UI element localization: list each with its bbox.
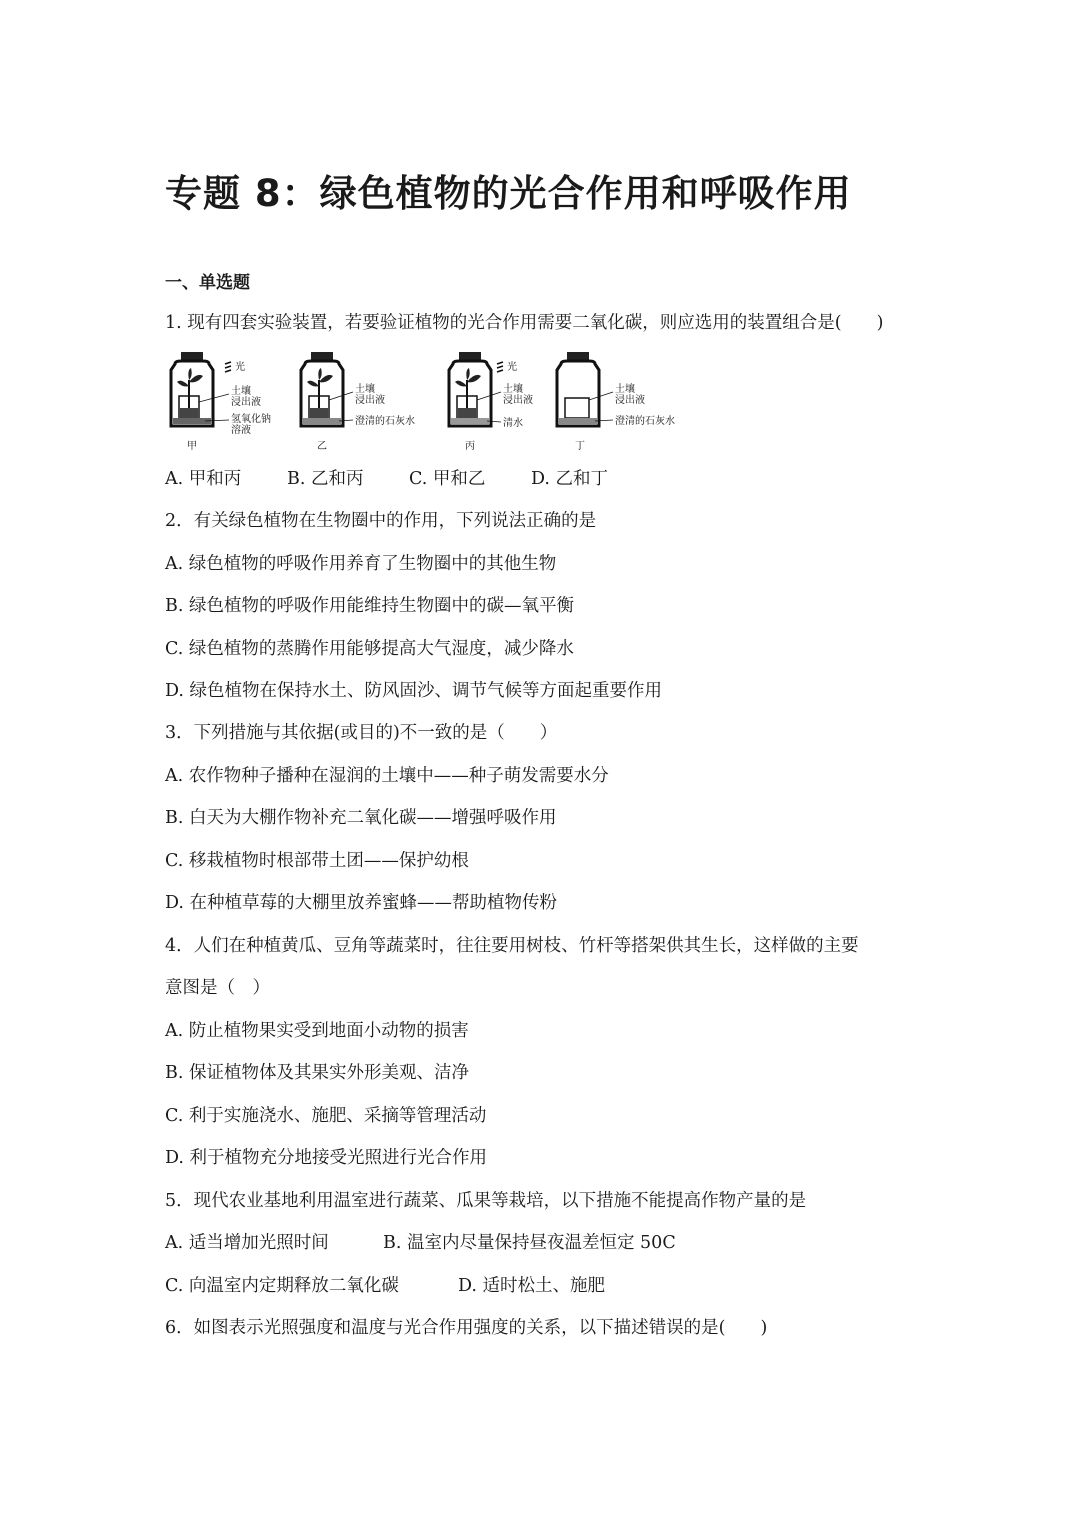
svg-text:溶液: 溶液	[231, 425, 251, 436]
q3-option-c[interactable]: C. 移栽植物时根部带土团——保护幼根	[165, 851, 469, 871]
jar-ding	[557, 352, 675, 452]
experiment-apparatus-figure	[165, 350, 705, 455]
page-title: 专题 8：绿色植物的光合作用和呼吸作用	[165, 172, 852, 215]
q4-option-c[interactable]: C. 利于实施浇水、施肥、采摘等管理活动	[165, 1106, 487, 1126]
limewater-label-ding: 澄清的石灰水	[615, 416, 675, 427]
jar-jia	[171, 352, 271, 452]
q3-option-b[interactable]: B. 白天为大棚作物补充二氧化碳——增强呼吸作用	[165, 808, 557, 828]
light-label: 光	[235, 362, 245, 373]
q5-option-d[interactable]: D. 适时松土、施肥	[458, 1276, 606, 1296]
q4-option-b[interactable]: B. 保证植物体及其果实外形美观、洁净	[165, 1063, 469, 1083]
svg-text:浸出液: 浸出液	[355, 395, 385, 406]
apparatus-diagram	[165, 350, 705, 455]
label-yi: 乙	[317, 441, 327, 452]
q2-option-d[interactable]: D. 绿色植物在保持水土、防风固沙、调节气候等方面起重要作用	[165, 681, 663, 701]
soil-extract-label-jia: 土壤	[231, 386, 251, 397]
q2-option-b[interactable]: B. 绿色植物的呼吸作用能维持生物圈中的碳—氧平衡	[165, 596, 574, 616]
q4-option-a[interactable]: A. 防止植物果实受到地面小动物的损害	[165, 1021, 469, 1041]
q1-option-d[interactable]: D. 乙和丁	[531, 469, 609, 489]
svg-text:光: 光	[507, 362, 517, 373]
q1-option-c[interactable]: C. 甲和乙	[409, 469, 486, 489]
svg-text:土壤: 土壤	[615, 384, 635, 395]
limewater-label-yi: 澄清的石灰水	[355, 416, 415, 427]
q5-option-b[interactable]: B. 温室内尽量保持昼夜温差恒定 50C	[383, 1233, 676, 1253]
q2-option-a[interactable]: A. 绿色植物的呼吸作用养育了生物圈中的其他生物	[165, 554, 557, 574]
question-3-stem: 3．下列措施与其依据(或目的)不一致的是（ ）	[165, 723, 558, 743]
question-4-stem: 4．人们在种植黄瓜、豆角等蔬菜时，往往要用树枝、竹杆等搭架供其生长，这样做的主要	[165, 936, 859, 956]
q1-option-b[interactable]: B. 乙和丙	[287, 469, 364, 489]
svg-text:浸出液: 浸出液	[503, 395, 533, 406]
label-ding: 丁	[575, 441, 585, 452]
q3-option-a[interactable]: A. 农作物种子播种在湿润的土壤中——种子萌发需要水分	[165, 766, 609, 786]
question-1-options	[165, 467, 608, 491]
section-heading: 一、单选题	[165, 273, 250, 293]
q1-option-a[interactable]: A. 甲和丙	[165, 469, 242, 489]
question-5-options-row-1	[165, 1231, 676, 1255]
q3-option-d[interactable]: D. 在种植草莓的大棚里放养蜜蜂——帮助植物传粉	[165, 893, 558, 913]
question-1-stem: 1. 现有四套实验装置，若要验证植物的光合作用需要二氧化碳，则应选用的装置组合是( )	[165, 313, 884, 333]
svg-text:土壤: 土壤	[355, 384, 375, 395]
question-2-stem: 2．有关绿色植物在生物圈中的作用，下列说法正确的是	[165, 511, 597, 531]
jar-bing	[449, 352, 533, 452]
question-5-options-row-2	[165, 1274, 605, 1298]
water-label: 清水	[503, 418, 523, 429]
naoh-label: 氢氧化钠	[231, 414, 271, 425]
question-4-stem-cont: 意图是（ ）	[165, 978, 270, 998]
svg-text:浸出液: 浸出液	[231, 397, 261, 408]
question-6-stem: 6．如图表示光照强度和温度与光合作用强度的关系，以下描述错误的是( )	[165, 1318, 768, 1338]
q2-option-c[interactable]: C. 绿色植物的蒸腾作用能够提高大气湿度，减少降水	[165, 639, 574, 659]
label-bing: 丙	[465, 441, 475, 452]
question-5-stem: 5．现代农业基地利用温室进行蔬菜、瓜果等栽培，以下措施不能提高作物产量的是	[165, 1191, 807, 1211]
svg-text:土壤: 土壤	[503, 384, 523, 395]
jar-yi	[301, 352, 415, 452]
svg-text:浸出液: 浸出液	[615, 395, 645, 406]
q5-option-c[interactable]: C. 向温室内定期释放二氧化碳	[165, 1276, 399, 1296]
label-jia: 甲	[187, 441, 197, 452]
q4-option-d[interactable]: D. 利于植物充分地接受光照进行光合作用	[165, 1148, 488, 1168]
q5-option-a[interactable]: A. 适当增加光照时间	[165, 1233, 329, 1253]
